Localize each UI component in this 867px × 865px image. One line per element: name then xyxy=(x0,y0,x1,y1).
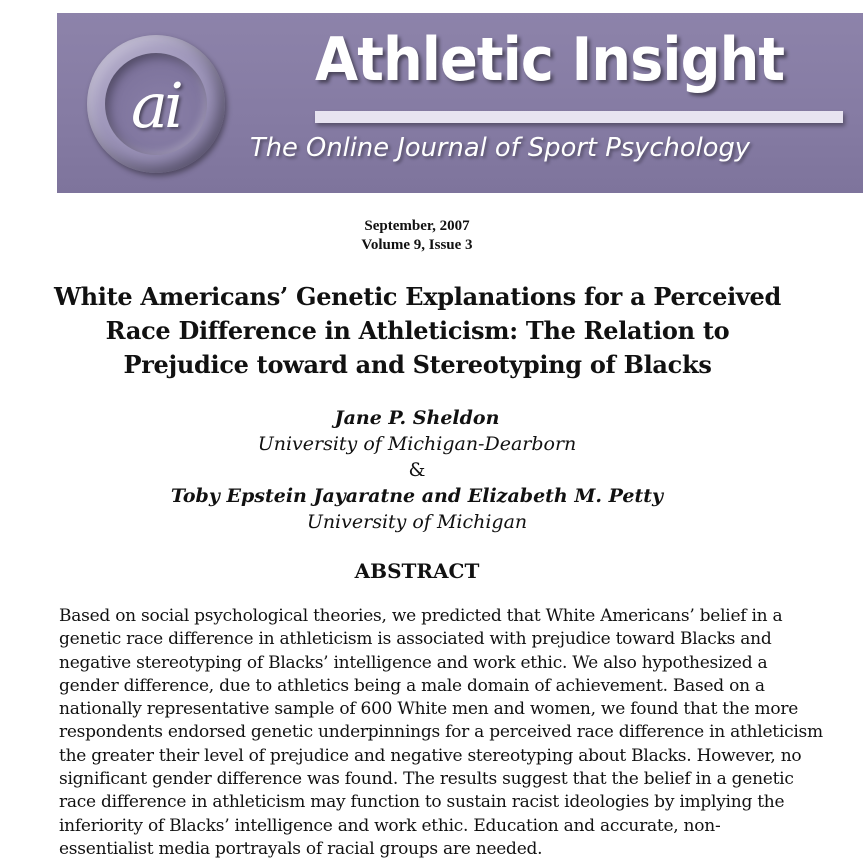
issue-volume: Volume 9, Issue 3 xyxy=(361,237,473,253)
banner-divider xyxy=(315,111,843,123)
author-block xyxy=(0,405,834,535)
abstract-line: nationally representative sample of 600 White men and women, we found that the more xyxy=(59,699,799,720)
journal-subtitle: The Online Journal of Sport Psychology xyxy=(250,133,751,163)
article-title-line: White Americans’ Genetic Explanations for a Perceived xyxy=(54,282,781,311)
journal-title: Athletic Insight xyxy=(315,25,785,95)
abstract-line: inferiority of Blacks’ intelligence and work ethic. Education and accurate, non- xyxy=(59,815,721,836)
abstract-line: essentialist media portrayals of racial groups are needed. xyxy=(59,838,543,859)
abstract-line: respondents endorsed genetic underpinnings for a perceived race difference in athleticism xyxy=(59,722,823,743)
abstract-line: Based on social psychological theories, we predicted that White Americans’ belief in a xyxy=(59,606,783,626)
article-title-line: Race Difference in Athleticism: The Relation to xyxy=(105,316,730,345)
abstract-line: negative stereotyping of Blacks’ intelligence and work ethic. We also hypothesized a xyxy=(59,652,768,673)
journal-banner xyxy=(57,13,863,193)
abstract-body xyxy=(59,605,859,861)
article-title-line: Prejudice toward and Stereotyping of Blacks xyxy=(123,350,712,379)
abstract-line: the greater their level of prejudice and negative stereotyping about Blacks. However, no xyxy=(59,745,802,766)
abstract-heading: ABSTRACT xyxy=(354,559,480,583)
author-names: Toby Epstein Jayaratne and Elizabeth M. Petty xyxy=(170,485,664,507)
author-affiliation: University of Michigan-Dearborn xyxy=(257,433,577,455)
author-name: Jane P. Sheldon xyxy=(334,407,500,429)
author-separator: & xyxy=(408,459,426,481)
abstract-line: gender difference, due to athletics being a male domain of achievement. Based on a xyxy=(59,675,765,696)
journal-logo xyxy=(87,35,225,173)
author-affiliation: University of Michigan xyxy=(306,511,528,533)
abstract-line: significant gender difference was found. The results suggest that the belief in a genetic xyxy=(59,769,794,790)
abstract-line: genetic race difference in athleticism is associated with prejudice toward Blacks and xyxy=(59,629,772,650)
abstract-line: race difference in athleticism may function to sustain racist ideologies by implying the xyxy=(59,792,785,813)
article-title xyxy=(30,280,805,382)
logo-text: ai xyxy=(131,69,180,142)
issue-date: September, 2007 xyxy=(364,218,470,234)
issue-info xyxy=(0,217,834,255)
